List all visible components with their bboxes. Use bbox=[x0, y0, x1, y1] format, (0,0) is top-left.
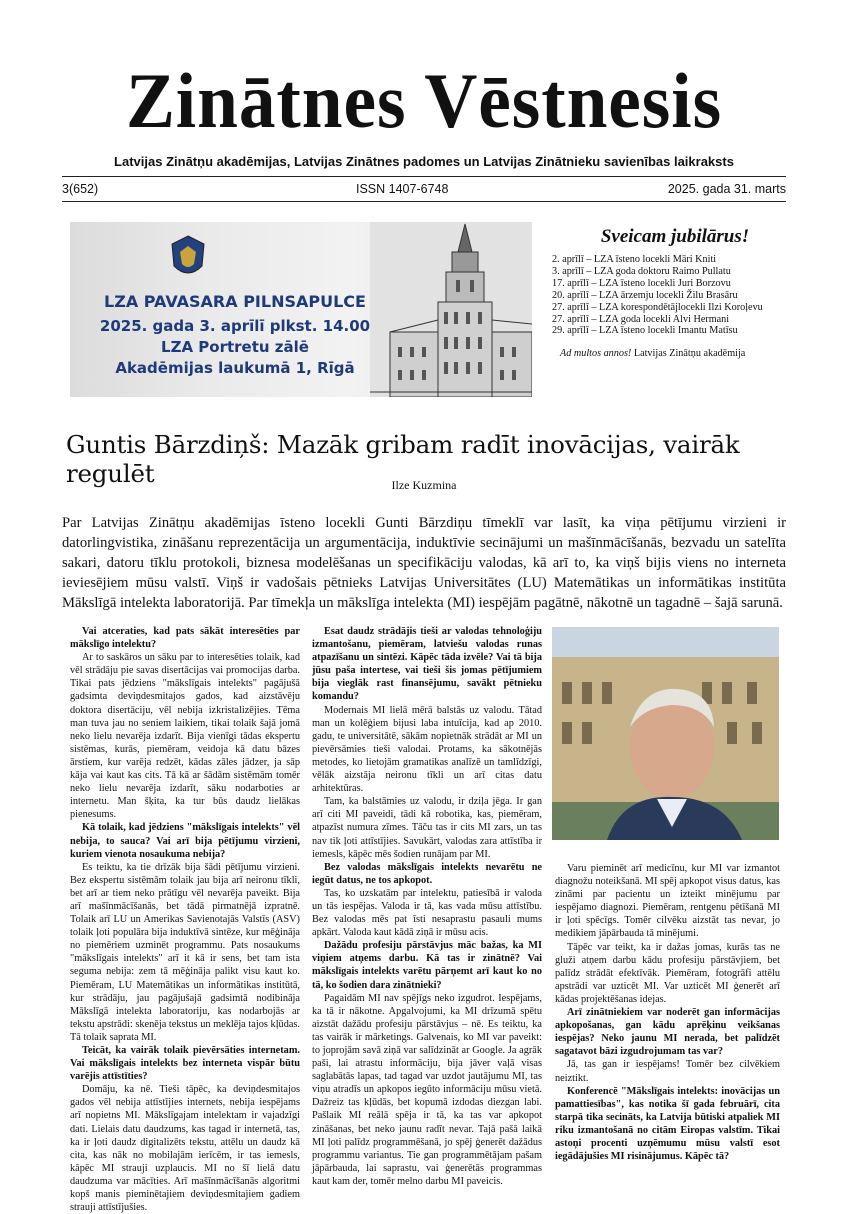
article-lead: Par Latvijas Zinātņu akadēmijas īsteno locekli Gunti Bārzdiņu tīmeklī var lasīt, ka viņa pētījumu virzieni ir datorlingvistika, zināšanu reprezentācija un argumentācija, induktīvie secinājumi un mašīnmācīšanās, bezvadu un satelīta sakari, datoru tīklu protokoli, biznesa modelēšanas un specifikāciju valodas, kā arī to, ka viņš bijis viens no interneta ieviesējiem mūsu valstī. Viņš ir vadošais pētnieks Latvijas Universitātes (LU) Matemātikas un informātikas institūta Mākslīgā intelekta laboratorijā. Par tīmekļa un mākslīga intelekta (MI) iespējām pagātnē, nākotnē un tagadnē – šajā sarunā. bbox=[62, 515, 786, 611]
answer-paragraph: Tas, ko uzskatām par intelektu, patiesībā ir valoda un tās iespējas. Valoda ir tā, kas vada mūsu attīstību. Bez valodas mēs pat īsti nesaprastu pasauli mums apkārt. Valoda kaut kādā ziņā ir mūsu acis. bbox=[312, 887, 542, 939]
list-item: 3. aprīlī – LZA goda doktoru Raimo Pullatu bbox=[552, 265, 731, 277]
banner-line-1: LZA PAVASARA PILNSAPULCE bbox=[104, 292, 366, 311]
question-paragraph: Esat daudz strādājis tieši ar valodas tehnoloģiju izmantošanu, piemēram, latviešu valodas runas atpazīšanu un sintēzi. Kāpēc tāda izvēle? Vai tā bija jūsu paša intertese, vai tieši šis jomas pētījumiem bija vieglāk rast finansējumu, savākt pētnieku komandu? bbox=[312, 626, 542, 703]
answer-paragraph: Es teiktu, ka tie drīzāk bija šādi pētījumu virzieni. Bez ekspertu sistēmām tolaik jau bija arī neironu tīkli, bet arī ar tiem neko prātīgu vēl nevarēja paveikt. Bija arī mašīnmācīšanās, bet tādā pirmatnējā izpratnē. Tolaik arī LU un Amerikas Savienotajās Valstīs (ASV) tolaik ļoti populāra bija induktīvā sintēze, kur mēģināja no piemēriem uzminēt programmu. Pats nosaukums "mākslīgais intelekts" arī it kā ir sens, bet tam ista seguma nebija: zem tā mēģināja palikt visu kaut ko. Piemēram, LU Matemātikas un informātikas institūtā, kur strādāju, jau pagājušajā gadsimtā nodibināja Mākslīgā intelekta laboratoriju, kas nodarbojās ar tekstu apstrādi: skenēja tekstus un meklēja tajos kļūdas. Tā tolaik saprata MI. bbox=[70, 861, 300, 1043]
article-column-1 bbox=[70, 625, 300, 1214]
academy-crest-icon bbox=[168, 234, 208, 282]
jubilees-signature: Latvijas Zinātņu akadēmija bbox=[631, 348, 746, 359]
banner-line-4: Akadēmijas laukumā 1, Rīgā bbox=[115, 359, 355, 377]
article-column-2 bbox=[312, 625, 542, 1188]
question-paragraph: Kā tolaik, kad jēdziens "mākslīgais intelekts" vēl nebija, to sauca? Vai arī bija pētījumu virzieni, kuriem vienota nosaukuma nebija? bbox=[70, 822, 300, 860]
issn: ISSN 1407-6748 bbox=[356, 182, 449, 196]
top-rule bbox=[62, 176, 786, 177]
answer-paragraph: Ar to saskāros un sāku par to interesēties tolaik, kad vēl strādāju pie savas disertācijas vai promocijas darba. Tikai pats jēdziens "mākslīgais intelekts" pagājušā gadsimta deviņdesmitajos gados, kad aizstāvēju doktora disertāciju, vēl nebija izkristalizējies. Tēma man tuva jau no seniem laikiem, tikai tolaik šajā jomā neko lielu nevarēja izdarīt. Bija vienīgi tādas ekspertu sistēmas, kurās, piemēram, veidoja kā datu bāzes ārstiem, kur varēja redzēt, kādas zāles jādzer, ja sāp kāja vai kaut kas cits. Tā kā ar šādām sistēmām tomēr neko lielu nevarēja izdarīt, sāku nodarboties ar internetu. Man šķita, ka tur būs daudz lielākas pienesums. bbox=[70, 652, 300, 821]
answer-paragraph: Pagaidām MI nav spējīgs neko izgudrot. Iespējams, ka tā ir nākotne. Apgalvojumi, ka MI drīzumā spētu aizstāt dažādu profesiju pārstāvjus – nē. Es teiktu, ka tas vairāk ir mārketings. Galvenais, ko MI var paveikt: to joprojām savā ziņā var salīdzināt ar Google. Ja agrāk paši, lai atrastu informāciju, bija jāver vaļā visas saglabātās lapas, tad tagad var uzdot jautājumu MI, tas viņu atradīs un apkopos iegūto informāciju mūsu vietā. Dažreiz tas kļūdās, bet kopumā izdodas diezgan labi. Pašlaik MI reālā spēja ir tā, ka tas var apkopot zināšanas, bet neko jaunu radīt nevar. Tajā pašā laikā MI ļoti palīdz programmēšanā, jo spēj ģenerēt dažādus programmu variantus. Tie gan programmētājam pašam jāpārbauda, lai saprastu, vai ģenerētās programmas kaut kam der, tomēr melno darbu MI paveicis. bbox=[312, 992, 542, 1187]
jubilees-footer bbox=[560, 348, 790, 359]
list-item: 29. aprīlī – LZA īsteno locekli Imantu Matīsu bbox=[552, 325, 738, 337]
jubilees-list bbox=[552, 254, 792, 337]
jubilees-title: Sveicam jubilārus! bbox=[600, 226, 750, 247]
issue-bar bbox=[62, 182, 786, 198]
question-paragraph: Bez valodas mākslīgais intelekts nevarētu ne iegūt datus, ne tos apkopot. bbox=[312, 861, 542, 886]
answer-paragraph: Domāju, ka nē. Tieši tāpēc, ka deviņdesmitajos gados vēl nebija attīstījies internets, nebija iespējams arī nopietns MI. Mākslīgajam intelektam ir vajadzīgi dati. Lielais datu daudzums, kas tagad ir internetā, tas, ka ir ļoti daudz digitalizēts tekstu, attēlu un daudz kā cita, kas nāk no mobilajām ierīcēm, ir tas iemesls, kāpēc MI strauji uzplaucis. MI no šī lielā datu daudzuma var mācīties. Arī mašīnmācīšanās algoritmi kopš manis pieminētajiem deviņdesmitajiem gadiem strauji attīstījušies. bbox=[70, 1084, 300, 1214]
bottom-rule bbox=[62, 201, 786, 202]
answer-paragraph: Modernais MI lielā mērā balstās uz valodu. Tātad man un kolēģiem bijusi laba intuīcija, kad ap 2010. gadu, te universitātē, sākām nopietnāk strādāt ar MI un pievērsāmies tieši valodai. Protams, ka sākotnējās metodes, ko lietojām gramatikas analīzē un tamlīdzīgi, vēlāk aizstāja neironu tīkli un arī citas datu arhitektūras. bbox=[312, 704, 542, 795]
question-paragraph: Konferencē "Mākslīgais intelekts: inovācijas un pamattiesības", kas notika šī gada februārī, cita starpā tika secināts, ka Latvija būtiski atpaliek MI riku izmantošanā no citām Eiropas valstīm. Tikai astoņi procenti uzņēmumu mūsu valstī esot iegādājušies MI risinājumus. Kāpēc tā? bbox=[555, 1085, 780, 1163]
portrait-photo bbox=[552, 627, 779, 840]
newspaper-subtitle: Latvijas Zinātņu akadēmijas, Latvijas Zinātnes padomes un Latvijas Zinātnieku savienības laikraksts bbox=[114, 154, 734, 169]
photo-illustration bbox=[552, 627, 779, 840]
banner-line-3: LZA Portretu zālē bbox=[161, 338, 309, 356]
answer-paragraph: Tam, ka balstāmies uz valodu, ir dziļa jēga. Ir gan arī citi MI paveidi, tādi kā robotika, kas, piemēram, atpazīst numura zīmes. Tāču tas ir cits MI zars, un tas nav tik ļoti attīstījies. Savukārt, valodas zara attīstība ir iemesls, kāpēc mēs šodien runājam par MI. bbox=[312, 796, 542, 860]
question-paragraph: Arī zinātniekiem var noderēt gan informācijas apkopošanas, gan kādu aprēķinu veikšanas iespējas? Neko jaunu MI nerada, bet palīdzēt sagatavot bāzi izgudrojumam tas var? bbox=[555, 1007, 780, 1058]
list-item: 27. aprīlī – LZA goda locekli Alvi Hermani bbox=[552, 313, 730, 325]
list-item: 27. aprīlī – LZA korespondētājlocekli Ilzi Koroļevu bbox=[552, 301, 763, 313]
issue-date: 2025. gada 31. marts bbox=[667, 182, 786, 196]
answer-paragraph: Varu pieminēt arī medicīnu, kur MI var izmantot diagnožu noteikšanā. MI spēj apkopot visus datus, kas zināmi par pacientu un izteikt minējumu par iespējamo diagnozi. Piemēram, rentgenu pētīšanā MI ir ļoti spēcīgs. Tomēr cilvēku aizstāt tas nevar, jo medikiem jāpārbauda tā minējumi. bbox=[555, 863, 780, 940]
answer-paragraph: Jā, tas gan ir iespējams! Tomēr bez cilvēkiem neiztikt. bbox=[555, 1059, 780, 1084]
list-item: 20. aprīlī – LZA ārzemju locekli Žilu Brasāru bbox=[552, 289, 738, 301]
assembly-banner bbox=[70, 222, 532, 397]
ad-multos-annos: Ad multos annos! bbox=[560, 348, 632, 359]
answer-paragraph: Tāpēc var teikt, ka ir dažas jomas, kurās tas ne gluži atņem darbu kādu profesiju pārstāvjiem, bet palīdz strādāt efektīvāk. Piemēram, fotogrāfi attēlu apstrādi var uzticēt MI. Var uzticēt MI ģenerēt arī kādas projektēšanas idejas. bbox=[555, 941, 780, 1005]
list-item: 17. aprīlī – LZA īsteno locekli Juri Borzovu bbox=[552, 277, 731, 289]
question-paragraph: Vai atceraties, kad pats sākāt interesēties par mākslīgo intelektu? bbox=[70, 626, 300, 651]
question-paragraph: Teicāt, ka vairāk tolaik pievērsāties internetam. Vai mākslīgais intelekts bez interneta vispār būtu varējis attīstīties? bbox=[70, 1045, 300, 1083]
list-item: 2. aprīlī – LZA īsteno locekli Māri Kniti bbox=[552, 254, 717, 265]
newspaper-title: Zinātnes Vēstnesis bbox=[125, 57, 723, 144]
issue-number: 3(652) bbox=[62, 182, 99, 196]
article-column-3 bbox=[555, 862, 780, 1163]
question-paragraph: Dažādu profesiju pārstāvjus māc bažas, ka MI viņiem atņems darbu. Kā tas ir zinātnē? Vai mākslīgais intelekts varētu pārņemt arī kaut ko no tā, ko šodien dara zinātnieki? bbox=[312, 940, 542, 991]
banner-line-2: 2025. gada 3. aprīlī plkst. 14.00 bbox=[99, 317, 371, 335]
article-author: Ilze Kuzmina bbox=[391, 478, 457, 492]
article-headline: Guntis Bārzdiņš: Mazāk gribam radīt inovācijas, vairāk regulēt bbox=[66, 430, 740, 488]
